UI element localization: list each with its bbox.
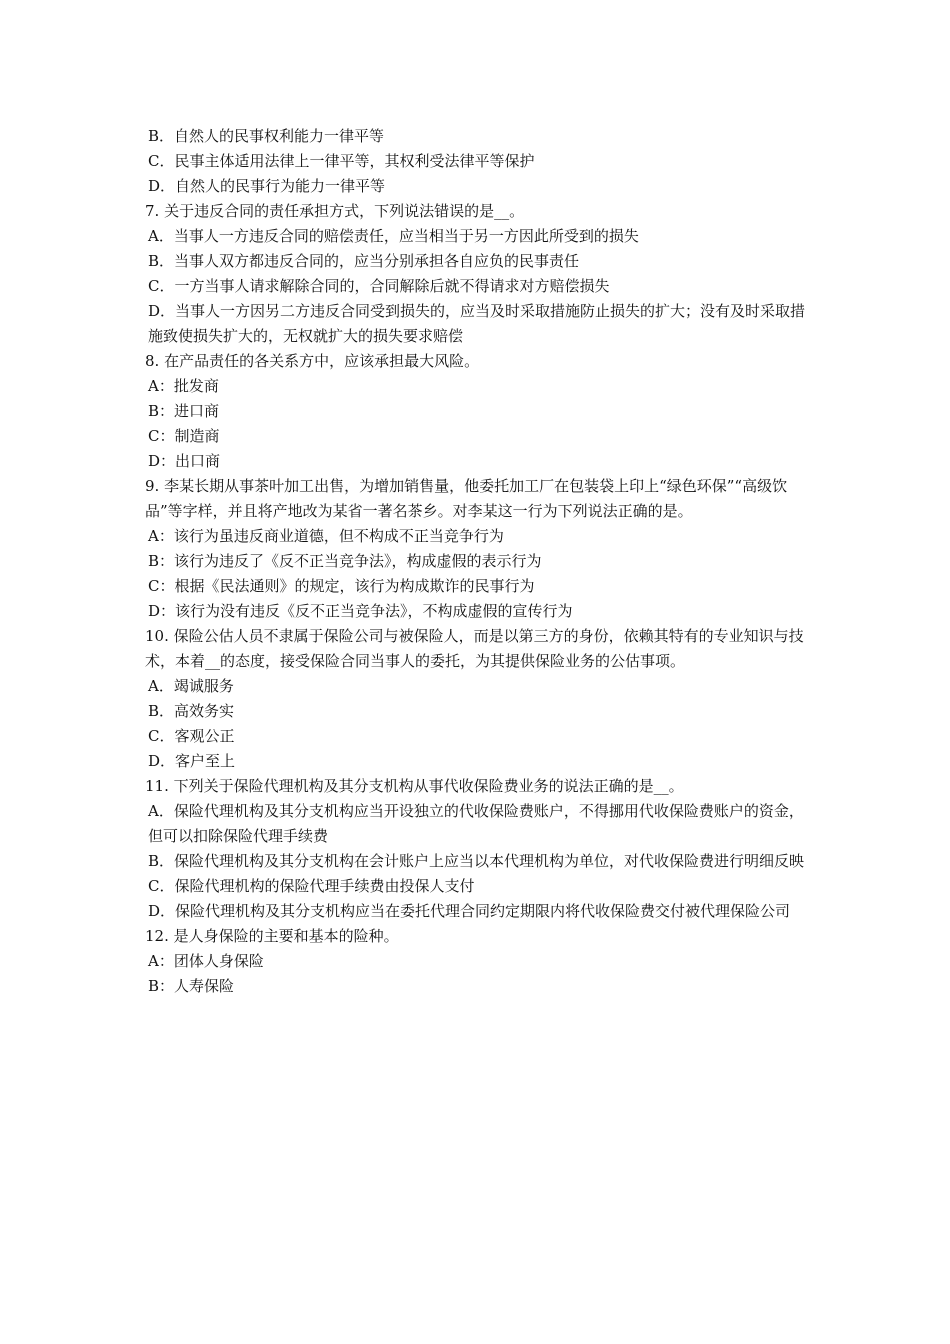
option-b: B：进口商 bbox=[148, 402, 220, 420]
question-stem: 11. 下列关于保险代理机构及其分支机构从事代收保险费业务的说法正确的是__。 bbox=[145, 777, 684, 795]
question-6-continuation bbox=[145, 124, 810, 199]
option-a: A：批发商 bbox=[148, 377, 219, 395]
option-c: C．一方当事人请求解除合同的，合同解除后就不得请求对方赔偿损失 bbox=[148, 277, 610, 295]
question-7 bbox=[145, 199, 810, 349]
option-c: C．民事主体适用法律上一律平等，其权利受法律平等保护 bbox=[148, 152, 535, 170]
question-stem: 10. 保险公估人员不隶属于保险公司与被保险人，而是以第三方的身份，依赖其特有的专业知识与技术，本着__的态度，接受保险合同当事人的委托，为其提供保险业务的公估事项。 bbox=[145, 627, 804, 670]
option-a: A：团体人身保险 bbox=[148, 952, 264, 970]
option-a: A．当事人一方违反合同的赔偿责任，应当相当于另一方因此所受到的损失 bbox=[148, 227, 639, 245]
option-c: C：根据《民法通则》的规定，该行为构成欺诈的民事行为 bbox=[148, 577, 535, 595]
question-10 bbox=[145, 624, 810, 774]
option-c: C．客观公正 bbox=[148, 727, 235, 745]
option-d: D．保险代理机构及其分支机构应当在委托代理合同约定期限内将代收保险费交付被代理保险公司 bbox=[148, 902, 791, 920]
option-c: C：制造商 bbox=[148, 427, 220, 445]
question-12 bbox=[145, 924, 810, 999]
option-b: B：该行为违反了《反不正当竞争法》，构成虚假的表示行为 bbox=[148, 552, 542, 570]
option-d: D．自然人的民事行为能力一律平等 bbox=[148, 177, 386, 195]
option-b: B：人寿保险 bbox=[148, 977, 235, 995]
option-d: D．当事人一方因另二方违反合同受到损失的，应当及时采取措施防止损失的扩大；没有及时采取措施致使损失扩大的，无权就扩大的损失要求赔偿 bbox=[148, 302, 806, 345]
question-stem: 8. 在产品责任的各关系方中，应该承担最大风险。 bbox=[145, 352, 480, 370]
question-stem: 9. 李某长期从事茶叶加工出售，为增加销售量，他委托加工厂在包装袋上印上“绿色环保”“高级饮品”等字样，并且将产地改为某省一著名茶乡。对李某这一行为下列说法正确的是。 bbox=[145, 477, 788, 520]
option-a: A．竭诚服务 bbox=[148, 677, 234, 695]
question-stem: 12. 是人身保险的主要和基本的险种。 bbox=[145, 927, 399, 945]
option-b: B．高效务实 bbox=[148, 702, 235, 720]
question-9 bbox=[145, 474, 810, 624]
option-d: D：出口商 bbox=[148, 452, 221, 470]
document-page bbox=[145, 124, 810, 999]
question-stem: 7. 关于违反合同的责任承担方式，下列说法错误的是__。 bbox=[145, 202, 525, 220]
question-8 bbox=[145, 349, 810, 474]
question-11 bbox=[145, 774, 810, 924]
option-a: A：该行为虽违反商业道德，但不构成不正当竞争行为 bbox=[148, 527, 504, 545]
option-d: D．客户至上 bbox=[148, 752, 236, 770]
option-a: A．保险代理机构及其分支机构应当开设独立的代收保险费账户，不得挪用代收保险费账户的资金，但可以扣除保险代理手续费 bbox=[148, 802, 804, 845]
option-d: D：该行为没有违反《反不正当竞争法》，不构成虚假的宣传行为 bbox=[148, 602, 573, 620]
option-b: B．自然人的民事权利能力一律平等 bbox=[148, 127, 385, 145]
option-b: B．保险代理机构及其分支机构在会计账户上应当以本代理机构为单位，对代收保险费进行明细反映 bbox=[148, 852, 805, 870]
option-c: C．保险代理机构的保险代理手续费由投保人支付 bbox=[148, 877, 475, 895]
option-b: B．当事人双方都违反合同的，应当分别承担各自应负的民事责任 bbox=[148, 252, 580, 270]
